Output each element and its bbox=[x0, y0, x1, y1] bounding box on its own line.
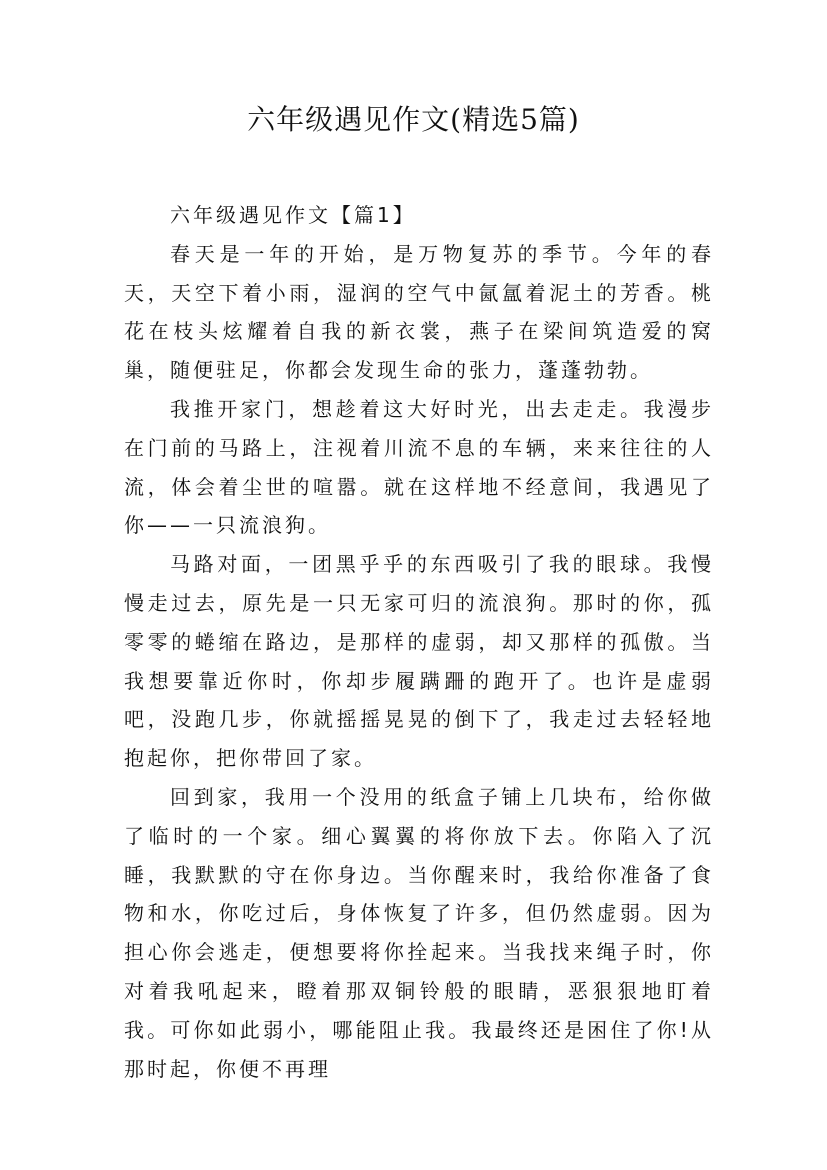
paragraph-2: 我推开家门，想趁着这大好时光，出去走走。我漫步在门前的马路上，注视着川流不息的车辆，来来往往的人流，体会着尘世的喧嚣。就在这样地不经意间，我遇见了你——一只流浪狗。 bbox=[124, 396, 714, 538]
paragraph-3: 马路对面，一团黑乎乎的东西吸引了我的眼球。我慢慢走过去，原先是一只无家可归的流浪狗。那时的你，孤零零的蜷缩在路边，是那样的虚弱，却又那样的孤傲。当我想要靠近你时，你却步履蹒跚的跑开了。也许是虚弱吧，没跑几步，你就摇摇晃晃的倒下了，我走过去轻轻地抱起你，把你带回了家。 bbox=[124, 552, 714, 771]
document-body bbox=[124, 196, 714, 1088]
paragraph-4: 回到家，我用一个没用的纸盒子铺上几块布，给你做了临时的一个家。细心翼翼的将你放下去。你陷入了沉睡，我默默的守在你身边。当你醒来时，我给你准备了食物和水，你吃过后，身体恢复了许多，但仍然虚弱。因为担心你会逃走，便想要将你拴起来。当我找来绳子时，你对着我吼起来，瞪着那双铜铃般的眼睛，恶狠狠地盯着我。可你如此弱小，哪能阻止我。我最终还是困住了你!从那时起，你便不再理 bbox=[124, 784, 714, 1081]
section-heading: 六年级遇见作文【篇1】 bbox=[170, 203, 416, 227]
document-title: 六年级遇见作文(精选5篇) bbox=[247, 103, 580, 136]
paragraph-1: 春天是一年的开始，是万物复苏的季节。今年的春天，天空下着小雨，湿润的空气中氤氲着泥土的芳香。桃花在枝头炫耀着自我的新衣裳，燕子在梁间筑造爱的窝巢，随便驻足，你都会发现生命的张力，蓬蓬勃勃。 bbox=[124, 241, 714, 383]
